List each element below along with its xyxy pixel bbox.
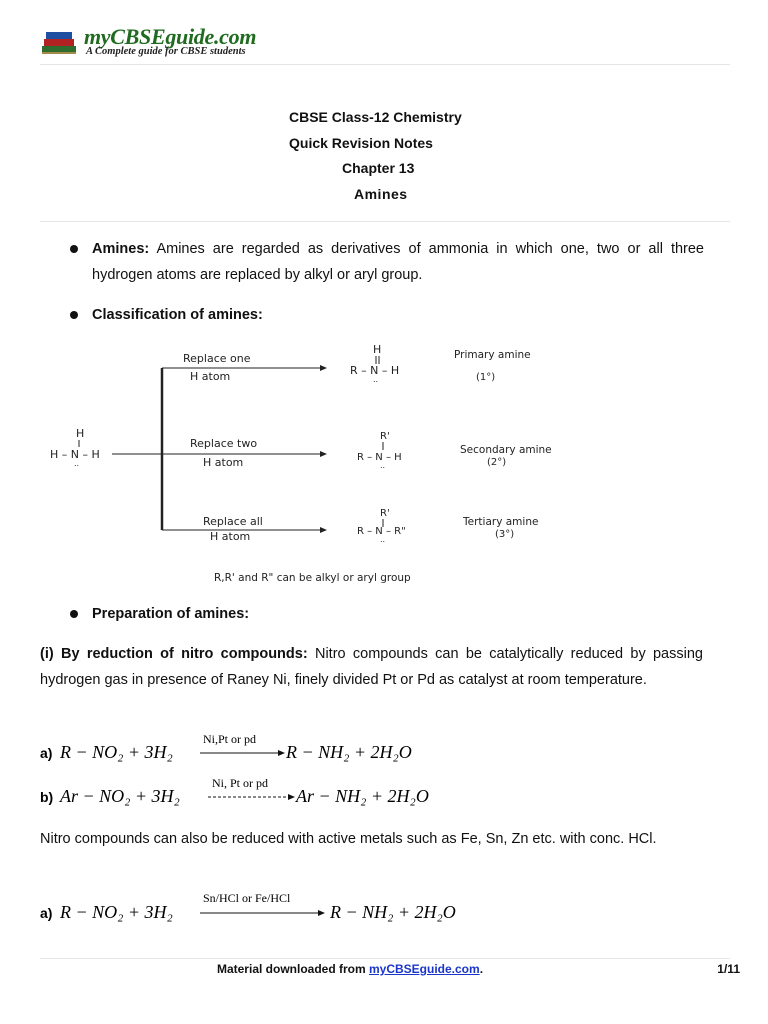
header-divider xyxy=(40,64,730,65)
branch1-mol-mid: R – N – H xyxy=(350,364,400,377)
preparation-heading: Preparation of amines: xyxy=(92,606,250,622)
svg-text:Ar − NO₂ + 3H₂: Ar − NO₂ + 3H₂ xyxy=(60,786,180,806)
doc-title-chapter: Chapter 13 xyxy=(342,160,415,176)
footer-text: Material downloaded from myCBSEguide.com. xyxy=(216,962,484,976)
bullet-icon xyxy=(70,610,78,618)
svg-text:Ni,Pt or pd: Ni,Pt or pd xyxy=(203,732,257,746)
svg-text:..: .. xyxy=(373,375,379,384)
branch3-degree: (3°) xyxy=(495,529,515,540)
svg-text:R − NO₂ + 3H₂: R − NO₂ + 3H₂ xyxy=(60,742,173,762)
branch1-mol-top: H xyxy=(373,343,382,356)
bullet-icon xyxy=(70,311,78,319)
footer-divider xyxy=(40,958,730,959)
left-mol-middle: H – N – H xyxy=(50,448,100,461)
doc-title-topic: Amines xyxy=(354,186,408,202)
branch3-label1: Replace all xyxy=(203,515,263,528)
equation-c xyxy=(40,888,500,924)
svg-text:R − NH₂ + 2H₂O: R − NH₂ + 2H₂O xyxy=(286,742,412,762)
svg-text:a): a) xyxy=(40,745,53,761)
svg-text:..: .. xyxy=(380,461,386,470)
footer-link[interactable]: myCBSEguide.com xyxy=(368,962,480,976)
branch3-mol-top: R' xyxy=(380,508,390,519)
diagram-note: R,R' and R" can be alkyl or aryl group xyxy=(214,572,411,584)
classification-heading: Classification of amines: xyxy=(92,307,263,323)
branch2-degree: (2°) xyxy=(487,457,507,468)
doc-title-class: CBSE Class-12 Chemistry xyxy=(289,109,462,125)
svg-text:Sn/HCl or Fe/HCl: Sn/HCl or Fe/HCl xyxy=(203,891,291,905)
branch1-type: Primary amine xyxy=(454,349,531,361)
branch2-mol-mid: R – N – H xyxy=(357,452,402,463)
branch1-label1: Replace one xyxy=(183,352,251,365)
branch2-type: Secondary amine xyxy=(460,444,552,456)
bullet-icon xyxy=(70,245,78,253)
equation-b xyxy=(40,774,480,810)
method1-paragraph: (i) By reduction of nitro compounds: Nitro compounds can be catalytically reduced by passing hydrogen gas in presence of Raney Ni, finely divided Pt or Pd as catalyst at room temperature. xyxy=(40,646,703,688)
svg-text:a): a) xyxy=(40,905,53,921)
branch1-degree: (1°) xyxy=(476,372,496,383)
svg-text:Ar − NH₂ + 2H₂O: Ar − NH₂ + 2H₂O xyxy=(296,786,429,806)
svg-text:..: .. xyxy=(380,535,386,544)
page-number: 1/11 xyxy=(717,962,740,976)
logo-wordmark[interactable]: myCBSEguide.com xyxy=(84,24,257,49)
branch3-label2: H atom xyxy=(210,530,251,543)
books-logo-icon xyxy=(40,28,80,56)
svg-text:R − NH₂ + 2H₂O: R − NH₂ + 2H₂O xyxy=(330,902,456,922)
branch3-mol-mid: R – N – R" xyxy=(357,526,406,537)
equation-a xyxy=(40,730,480,766)
amines-definition: Amines: Amines are regarded as derivatives of ammonia in which one, two or all three hydrogen atoms are replaced by alkyl or aryl group. xyxy=(92,241,704,283)
branch2-mol-top: R' xyxy=(380,431,390,442)
branch2-label2: H atom xyxy=(203,456,244,469)
metals-paragraph: Nitro compounds can also be reduced with active metals such as Fe, Sn, Zn etc. with conc. HCl. xyxy=(40,831,657,847)
site-header xyxy=(40,22,730,62)
logo-tagline: A Complete guide for CBSE students xyxy=(86,46,246,57)
svg-text:..: .. xyxy=(74,459,80,468)
svg-text:Ni, Pt or pd: Ni, Pt or pd xyxy=(212,776,269,790)
doc-title-notes: Quick Revision Notes xyxy=(289,135,433,151)
left-mol-top: H xyxy=(76,427,85,440)
svg-text:R − NO₂ + 3H₂: R − NO₂ + 3H₂ xyxy=(60,902,173,922)
title-divider xyxy=(40,221,730,222)
svg-text:b): b) xyxy=(40,789,54,805)
branch2-label1: Replace two xyxy=(190,437,258,450)
branch3-type: Tertiary amine xyxy=(463,516,539,528)
branch1-label2: H atom xyxy=(190,370,231,383)
classification-diagram xyxy=(40,336,560,590)
